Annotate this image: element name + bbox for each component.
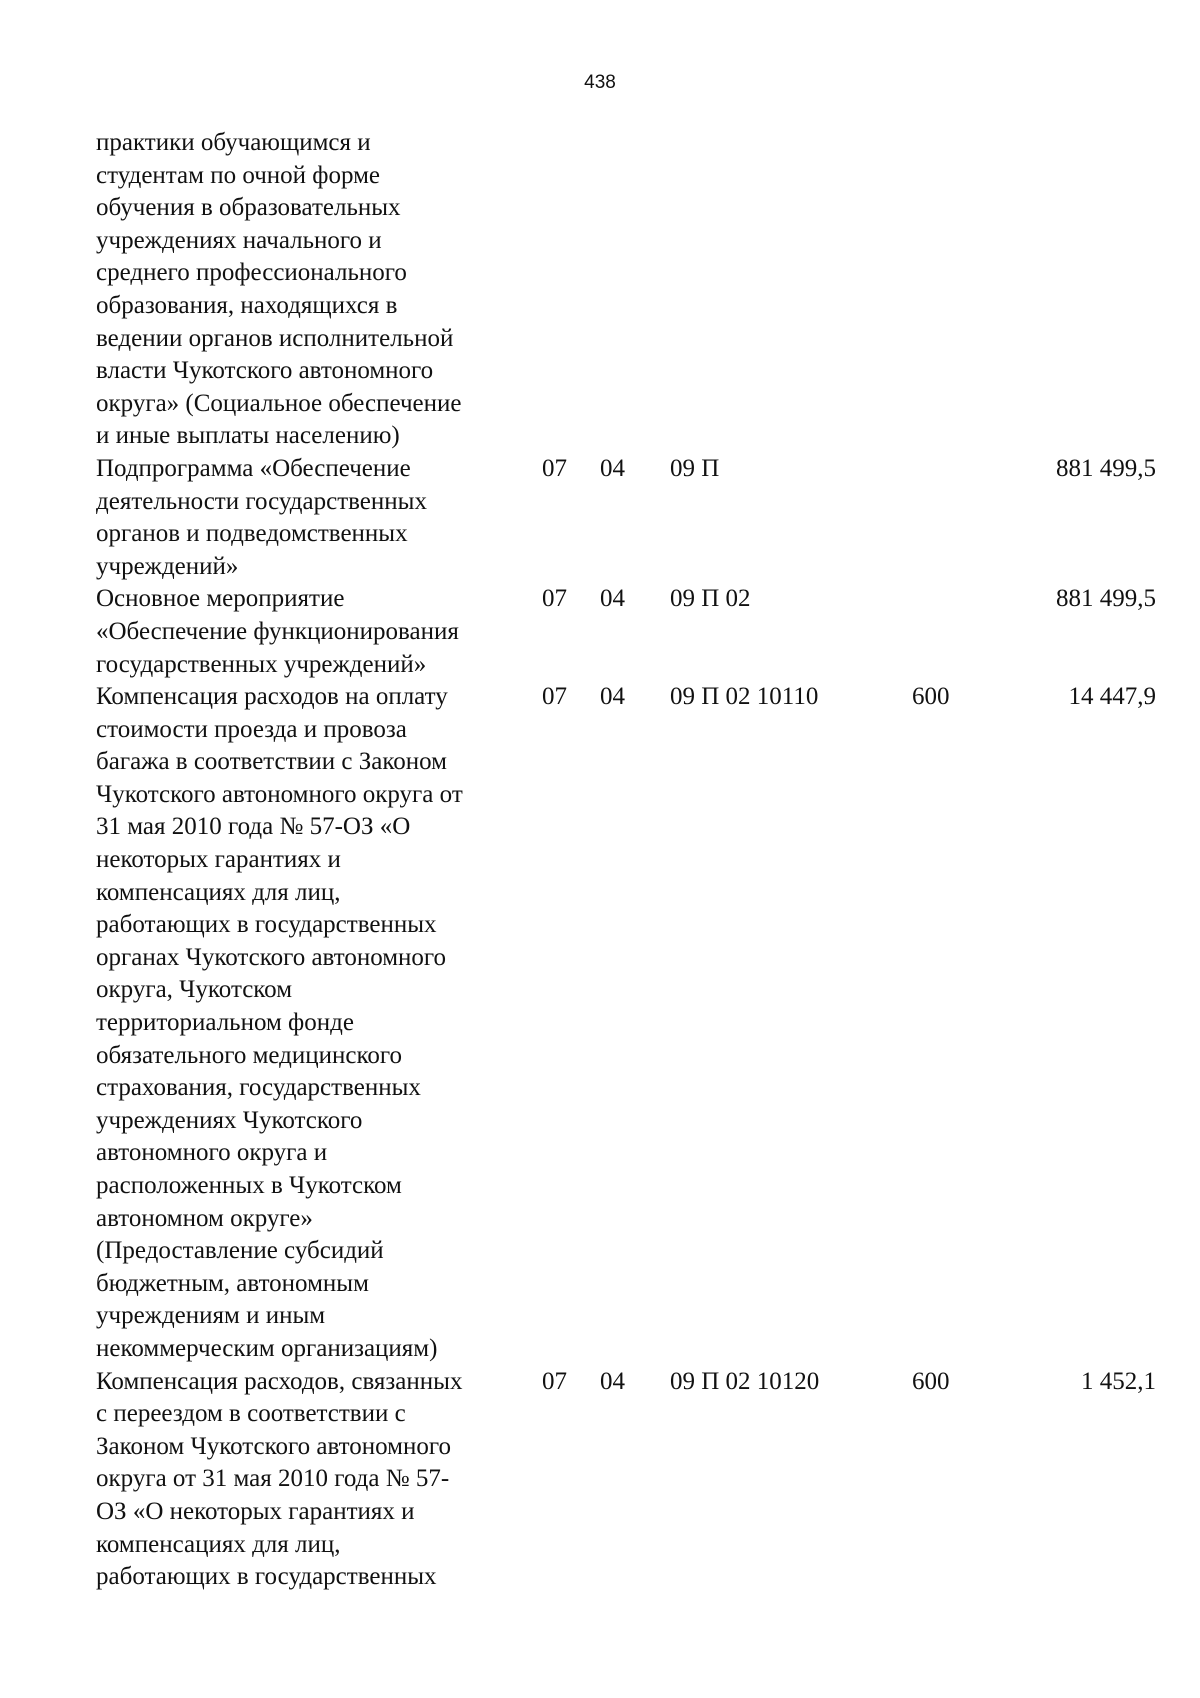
expense-type-code: 600 — [912, 1367, 950, 1395]
table-row — [96, 583, 1156, 681]
table-row — [96, 681, 1156, 1365]
subsection-code: 04 — [600, 454, 625, 482]
row-description: Компенсация расходов, связанных с переездом в соответствии с Законом Чукотского автономного округа от 31 мая 2010 года № 57- ОЗ «О некоторых гарантиях и компенсациях для лиц, работающих в государственных — [96, 1367, 463, 1591]
amount: 881 499,5 — [1056, 454, 1156, 482]
budget-table — [96, 127, 1156, 1594]
row-description: практики обучающимся и студентам по очной форме обучения в образовательных учреждениях начального и среднего профессионального образования, находящихся в ведении органов исполнительной власти Чукотского автономного округа» (Социальное обеспечение и иные выплаты населению) — [96, 129, 462, 450]
table-row — [96, 1366, 1156, 1594]
table-row — [96, 127, 1156, 453]
target-article-code: 09 П — [670, 454, 720, 482]
section-code: 07 — [542, 683, 567, 711]
target-article-code: 09 П 02 10110 — [670, 683, 819, 711]
subsection-code: 04 — [600, 1367, 625, 1395]
amount: 1 452,1 — [1081, 1367, 1156, 1395]
subsection-code: 04 — [600, 683, 625, 711]
row-description: Основное мероприятие «Обеспечение функционирования государственных учреждений» — [96, 585, 459, 678]
section-code: 07 — [542, 585, 567, 613]
section-code: 07 — [542, 1367, 567, 1395]
section-code: 07 — [542, 454, 567, 482]
subsection-code: 04 — [600, 585, 625, 613]
target-article-code: 09 П 02 10120 — [670, 1367, 820, 1395]
row-description: Компенсация расходов на оплату стоимости проезда и провоза багажа в соответствии с Законом Чукотского автономного округа от 31 мая 2010 года № 57-ОЗ «О некоторых гарантиях и компенсациях для лиц, работающих в государственных органах Чукотского автономного округа, Чукотском территориальном фонде обязательного медицинского страхования, государственных учреждениях Чукотского автономного округа и расположенных в Чукотском автономном округе» (Предоставление субсидий бюджетным, автономным учреждениям и иным некоммерческим организациям) — [96, 683, 463, 1362]
amount: 881 499,5 — [1056, 585, 1156, 613]
page-number: 438 — [584, 72, 616, 93]
expense-type-code: 600 — [912, 683, 950, 711]
amount: 14 447,9 — [1068, 683, 1156, 711]
target-article-code: 09 П 02 — [670, 585, 751, 613]
row-description: Подпрограмма «Обеспечение деятельности государственных органов и подведомственных учреждений» — [96, 454, 427, 580]
table-row — [96, 453, 1156, 583]
